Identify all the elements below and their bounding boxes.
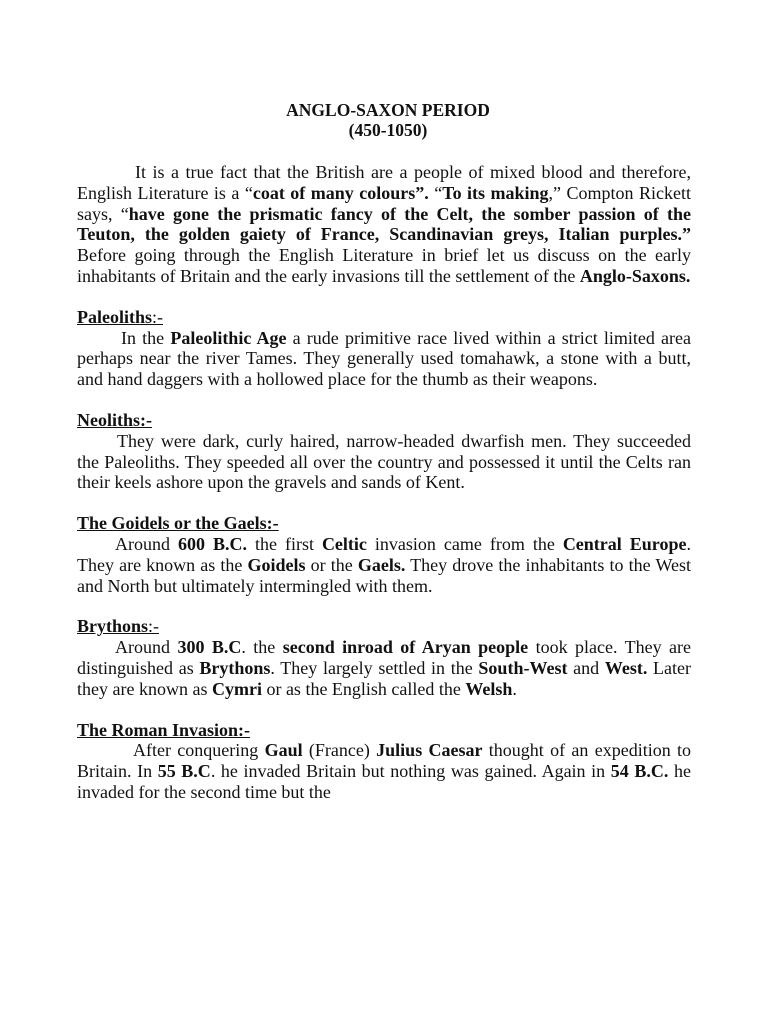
section-goidels <box>77 513 691 596</box>
bold-text-run: second inroad of Aryan people <box>282 637 529 658</box>
bold-text-run: Welsh <box>465 678 513 699</box>
heading-text: Paleoliths <box>77 306 152 327</box>
bold-text-run: Gaul <box>264 740 303 761</box>
heading-suffix: :- <box>238 719 251 740</box>
text-run: a rude primitive race lived within a strict limited area perhaps near the river Tames. They generally used tomahawk, a stone with a butt, and hand daggers with a hollowed place for the thumb as their weapons. <box>77 327 692 390</box>
section-body <box>77 431 691 493</box>
text-run: Before going through the English Literature in brief let us discuss on the early inhabitants of Britain and the early invasions till the settlement of the <box>77 245 691 286</box>
heading-suffix: :- <box>266 513 279 534</box>
document-page <box>77 100 691 803</box>
text-run: or as the English called the <box>261 678 466 699</box>
bold-text-run: West. <box>604 657 648 678</box>
bold-text-run: Gaels. <box>357 554 406 575</box>
section-body <box>77 740 691 802</box>
bold-text-run: coat of many colours”. <box>252 182 429 203</box>
section-heading <box>77 410 691 431</box>
bold-text-run: Cymri <box>211 678 262 699</box>
section-roman-invasion <box>77 720 691 803</box>
text-run: Later they are known as <box>77 657 691 699</box>
bold-text-run: Paleolithic Age <box>170 327 287 348</box>
text-run: . They are known as the <box>77 533 691 575</box>
text-run: (France) <box>302 740 377 761</box>
text-run: They were dark, curly haired, narrow-headed dwarfish men. They succeeded the Paleoliths. They speeded all over the country and possessed it until the Celts ran their keels ashore upon the gravels and sands of Kent. <box>77 430 691 493</box>
bold-text-run: 300 B.C <box>177 637 242 658</box>
bold-text-run: South-West <box>478 657 568 678</box>
heading-suffix: :- <box>140 409 152 430</box>
text-run: invasion came from the <box>366 533 563 554</box>
text-run: Around <box>115 637 178 658</box>
bold-text-run: Anglo-Saxons. <box>579 265 691 286</box>
bold-text-run: 54 B.C. <box>610 761 669 782</box>
document-date-range: (450-1050) <box>348 120 428 140</box>
bold-text-run: To its making <box>442 182 549 203</box>
text-run: ,” Compton Rickett says, “ <box>77 182 691 224</box>
text-run: thought of an expedition to Britain. In <box>77 740 692 782</box>
section-paleoliths <box>77 307 691 390</box>
text-run: or the <box>305 554 358 575</box>
text-run: Around <box>115 533 178 554</box>
text-run: “ <box>428 182 443 203</box>
heading-text: Neoliths <box>77 409 140 430</box>
section-heading <box>77 616 691 637</box>
heading-text: The Goidels or the Gaels <box>77 513 267 534</box>
bold-text-run: Goidels <box>247 554 306 575</box>
section-heading <box>77 307 691 328</box>
section-body <box>77 328 691 390</box>
text-run: and <box>567 657 605 678</box>
text-run: took place. They are distinguished as <box>77 637 691 678</box>
text-run: In the <box>121 327 171 348</box>
bold-text-run: 55 B.C <box>157 761 211 782</box>
text-run: They drove the inhabitants to the West and North but ultimately intermingled with them. <box>77 554 691 596</box>
section-brythons <box>77 616 691 699</box>
text-run: he invaded for the second time but the <box>77 761 691 802</box>
document-title: ANGLO-SAXON PERIOD <box>286 100 490 120</box>
heading-suffix: :- <box>152 306 163 327</box>
text-run: the first <box>246 533 322 554</box>
section-body <box>77 637 691 699</box>
text-run: After conquering <box>133 740 265 761</box>
heading-text: The Roman Invasion <box>77 719 239 740</box>
section-neoliths <box>77 410 691 493</box>
bold-text-run: Brythons <box>199 657 271 678</box>
text-run: . <box>512 678 517 699</box>
section-heading <box>77 513 691 534</box>
intro-paragraph <box>77 162 691 287</box>
heading-suffix: :- <box>148 616 160 637</box>
bold-text-run: Julius Caesar <box>376 740 483 761</box>
bold-text-run: Central Europe <box>562 533 687 554</box>
text-run: It is a true fact that the British are a people of mixed blood and therefore, English Literature is a “ <box>77 162 691 203</box>
text-run: . he invaded Britain but nothing was gained. Again in <box>210 761 611 782</box>
bold-text-run: 600 B.C. <box>177 533 247 554</box>
heading-text: Brythons <box>77 616 149 637</box>
section-body <box>77 534 691 596</box>
text-run: . They largely settled in the <box>270 657 479 678</box>
bold-text-run: have gone the prismatic fancy of the Celt, the somber passion of the Teuton, the golden gaiety of France, Scandinavian greys, Italian purples.” <box>77 203 691 245</box>
bold-text-run: Celtic <box>321 533 367 554</box>
text-run: . the <box>241 637 283 658</box>
section-heading <box>77 720 691 741</box>
title-block <box>85 100 691 140</box>
